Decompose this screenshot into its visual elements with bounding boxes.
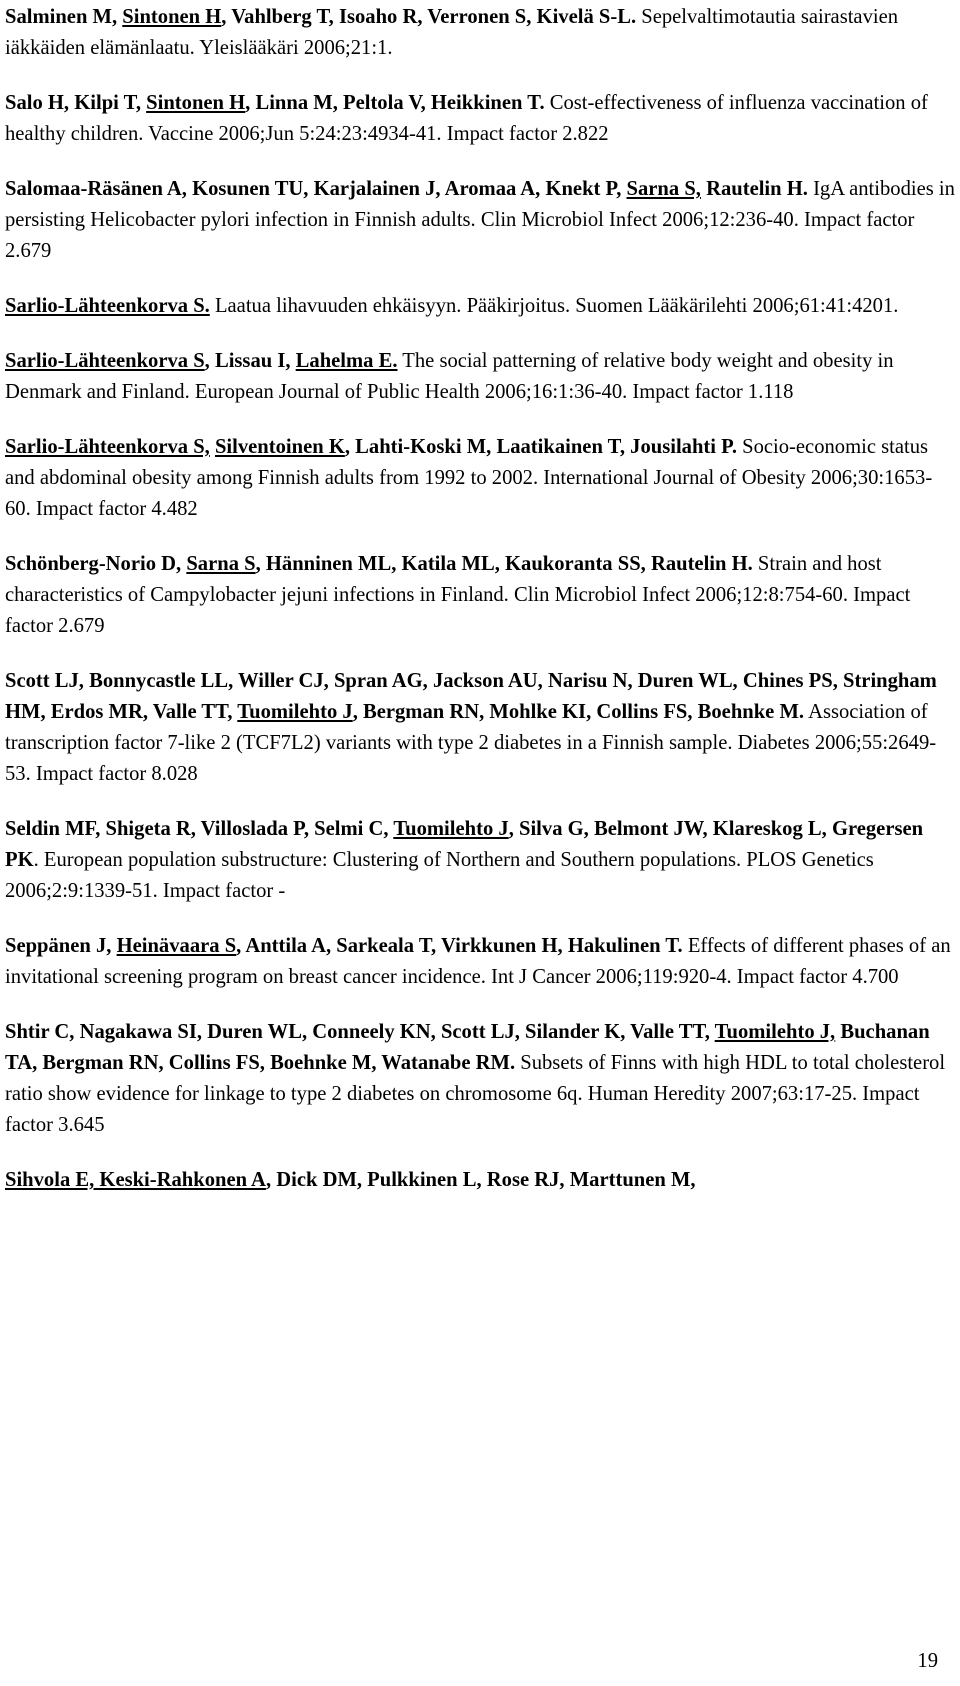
author-names: Shtir C, Nagakawa SI, Duren WL, Conneely KN, Scott LJ, Silander K, Valle TT, (5, 1021, 715, 1043)
author-names: , Lissau I, (204, 350, 296, 372)
author-names: Buchanan TA, Bergman RN, Collins FS, Boehnke M, Watanabe RM. (5, 1021, 930, 1074)
citation-text: IgA antibodies in persisting Helicobacter pylori infection in Finnish adults. Clin Microbiol Infect 2006;12:236-40. Impact factor 2.679 (5, 178, 955, 262)
author-names: , Lahti-Koski M, Laatikainen T, Jousilahti P. (344, 436, 737, 458)
underlined-author: Tuomilehto J, (714, 1021, 836, 1043)
author-names: , Linna M, Peltola V, Heikkinen T. (245, 92, 545, 114)
author-names: , Bergman RN, Mohlke KI, Collins FS, Boehnke M. (352, 701, 805, 723)
author-names: Salminen M, (5, 6, 123, 28)
citation-text: Sepelvaltimotautia sairastavien iäkkäiden elämänlaatu. Yleislääkäri 2006;21:1. (5, 6, 899, 59)
author-names: , Silva G, Belmont JW, Klareskog L, Gregersen PK (5, 818, 924, 871)
reference-entry (5, 174, 955, 267)
underlined-author: Sihvola E, Keski-Rahkonen A (5, 1169, 266, 1191)
reference-entry (5, 666, 955, 790)
citation-text: . European population substructure: Clustering of Northern and Southern populations. PLOS Genetics 2006;2:9:1339-51. Impact factor - (5, 849, 874, 902)
citation-text: The social patterning of relative body weight and obesity in Denmark and Finland. European Journal of Public Health 2006;16:1:36-40. Impact factor 1.118 (5, 350, 894, 403)
underlined-author: Sarlio-Lähteenkorva S. (5, 295, 210, 317)
underlined-author: Sintonen H (146, 92, 246, 114)
author-names: , Hänninen ML, Katila ML, Kaukoranta SS, Rautelin H. (255, 553, 753, 575)
reference-entry (5, 2, 955, 64)
citation-text: Association of transcription factor 7-like 2 (TCF7L2) variants with type 2 diabetes in a Finnish sample. Diabetes 2006;55:2649-53. Impact factor 8.028 (5, 701, 937, 785)
citation-text: Cost-effectiveness of influenza vaccination of healthy children. Vaccine 2006;Jun 5:24:23:4934-41. Impact factor 2.822 (5, 92, 928, 145)
citation-text: Laatua lihavuuden ehkäisyyn. Pääkirjoitus. Suomen Lääkärilehti 2006;61:41:4201. (209, 295, 899, 317)
page-number: 19 (917, 1650, 938, 1672)
author-names: Seppänen J, (5, 935, 117, 957)
author-names: Salomaa-Räsänen A, Kosunen TU, Karjalainen J, Aromaa A, Knekt P, (5, 178, 627, 200)
underlined-author: Sarlio-Lähteenkorva S (5, 350, 205, 372)
reference-entry (5, 291, 955, 322)
underlined-author: Tuomilehto J (237, 701, 353, 723)
author-names: , Anttila A, Sarkeala T, Virkkunen H, Hakulinen T. (236, 935, 683, 957)
citation-text: Subsets of Finns with high HDL to total cholesterol ratio show evidence for linkage to type 2 diabetes on chromosome 6q. Human Heredity 2007;63:17-25. Impact factor 3.645 (5, 1052, 946, 1136)
reference-entry (5, 346, 955, 408)
reference-entry (5, 1165, 955, 1196)
author-names: , Dick DM, Pulkkinen L, Rose RJ, Marttunen M, (265, 1169, 696, 1191)
author-names: Seldin MF, Shigeta R, Villoslada P, Selmi C, (5, 818, 394, 840)
underlined-author: Heinävaara S (116, 935, 237, 957)
citation-text: Effects of different phases of an invitational screening program on breast cancer incidence. Int J Cancer 2006;119:920-4. Impact factor 4.700 (5, 935, 951, 988)
reference-entry (5, 432, 955, 525)
reference-list (5, 0, 955, 1220)
underlined-author: Sintonen H (122, 6, 222, 28)
author-names: Schönberg-Norio D, (5, 553, 187, 575)
author-names: Scott LJ, Bonnycastle LL, Willer CJ, Spran AG, Jackson AU, Narisu N, Duren WL, Chines PS, Stringham HM, Erdos MR, Valle TT, (5, 670, 937, 723)
reference-entry (5, 931, 955, 993)
citation-text: Strain and host characteristics of Campylobacter jejuni infections in Finland. Clin Microbiol Infect 2006;12:8:754-60. Impact factor 2.679 (5, 553, 911, 637)
reference-entry (5, 1017, 955, 1141)
underlined-author: Sarlio-Lähteenkorva S, (5, 436, 210, 458)
author-names: Rautelin H. (700, 178, 808, 200)
reference-entry (5, 88, 955, 150)
underlined-author: Silventoinen K (214, 436, 345, 458)
reference-entry (5, 814, 955, 907)
underlined-author: Sarna S (186, 553, 256, 575)
author-names: , Vahlberg T, Isoaho R, Verronen S, Kivelä S-L. (221, 6, 637, 28)
underlined-author: Tuomilehto J (393, 818, 509, 840)
citation-text: Socio-economic status and abdominal obesity among Finnish adults from 1992 to 2002. International Journal of Obesity 2006;30:1653-60. Impact factor 4.482 (5, 436, 933, 520)
underlined-author: Sarna S, (626, 178, 701, 200)
reference-entry (5, 549, 955, 642)
author-names: Salo H, Kilpi T, (5, 92, 147, 114)
underlined-author: Lahelma E. (295, 350, 398, 372)
